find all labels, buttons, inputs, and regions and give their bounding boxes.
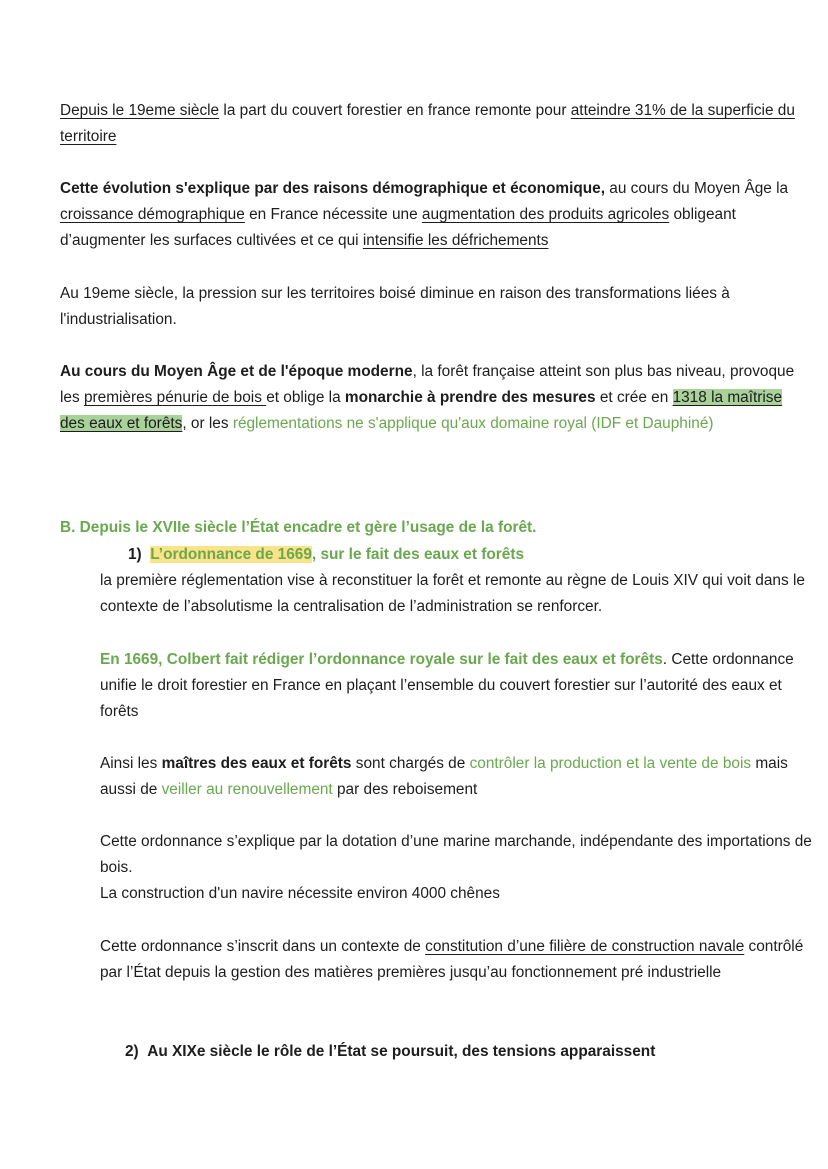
underlined-phrase: augmentation des produits agricoles	[421, 206, 670, 224]
underlined-phrase: Depuis le 19eme siècle	[60, 102, 220, 119]
highlighted-phrase: 1318 la maîtrise des eaux et forêts	[60, 389, 783, 433]
paragraph-colbert: En 1669, Colbert fait rédiger l’ordonnance royale sur le fait des eaux et forêts. Cette ordonnance unifie le droit forestier en France en plaçant l’ensemble du couvert forestier sur l’autorité des eaux et forêts	[100, 651, 794, 721]
green-bold-phrase: En 1669, Colbert fait rédiger l’ordonnance royale sur le fait des eaux et forêts	[100, 651, 663, 668]
bold-phrase: Cette évolution s'explique par des raisons démographique et économique,	[60, 180, 606, 197]
underlined-phrase: constitution d’une filière de construction navale	[425, 938, 745, 955]
bold-phrase: monarchie à prendre des mesures	[344, 389, 596, 407]
green-phrase: contrôler la production et la vente de bois	[469, 755, 752, 772]
list-number: 1)	[128, 546, 142, 563]
list-number: 2)	[125, 1043, 139, 1060]
green-phrase: veiller au renouvellement	[161, 781, 333, 799]
paragraph-evolution: Cette évolution s'explique par des raisons démographique et économique, au cours du Moyen Âge la croissance démographique en France nécessite une augmentation des produits agricoles obligeant d’augmenter les surfaces cultivées et ce qui intensifie les défrichements	[60, 180, 789, 250]
paragraph-filiere: Cette ordonnance s’inscrit dans un contexte de constitution d’une filière de construction navale contrôlé par l’État depuis la gestion des matières premières jusqu’au fonctionnement pré industrielle	[100, 938, 804, 982]
subheading-1: 1) L’ordonnance de 1669, sur le fait des eaux et forêts	[128, 546, 525, 563]
underlined-phrase: intensifie les défrichements	[362, 232, 549, 250]
underlined-phrase: croissance démographique	[60, 206, 245, 224]
green-phrase: réglementations ne s'applique qu'aux domaine royal (IDF et Dauphiné)	[232, 415, 714, 433]
paragraph-couvert-forestier: Depuis le 19eme siècle la part du couvert forestier en france remonte pour atteindre 31% de la superficie du territoire	[60, 102, 795, 146]
underlined-phrase: atteindre 31% de la superficie du territoire	[60, 102, 795, 146]
underlined-phrase: premières pénurie de bois	[83, 389, 267, 407]
bold-phrase: maîtres des eaux et forêts	[161, 755, 352, 772]
paragraph-moyen-age: Au cours du Moyen Âge et de l'époque moderne, la forêt française atteint son plus bas niveau, provoque les premières pénurie de bois et oblige la monarchie à prendre des mesures et crée en 1318 la maîtrise des eaux et forêts, or les réglementations ne s'applique qu'aux domaine royal (IDF et Dauphiné)	[60, 363, 795, 433]
bold-phrase: Au cours du Moyen Âge et de l'époque moderne	[60, 363, 413, 380]
section-heading-b: B. Depuis le XVIIe siècle l’État encadre et gère l’usage de la forêt.	[60, 519, 537, 536]
subheading-2: 2) Au XIXe siècle le rôle de l’État se poursuit, des tensions apparaissent	[125, 1043, 656, 1060]
paragraph-industrialisation: Au 19eme siècle, la pression sur les territoires boisé diminue en raison des transformations liées à l'industrialisation.	[60, 285, 730, 329]
paragraph-marine: Cette ordonnance s’explique par la dotation d’une marine marchande, indépendante des importations de bois. La construction d'un navire nécessite environ 4000 chênes	[100, 833, 812, 903]
paragraph-maitres: Ainsi les maîtres des eaux et forêts sont chargés de contrôler la production et la vente de bois mais aussi de veiller au renouvellement par des reboisement	[100, 755, 788, 799]
highlighted-phrase: L’ordonnance de 1669	[150, 546, 312, 563]
paragraph-premiere-reglementation: la première réglementation vise à reconstituer la forêt et remonte au règne de Louis XIV qui voit dans le contexte de l’absolutisme la centralisation de l’administration se renforcer.	[100, 572, 805, 616]
